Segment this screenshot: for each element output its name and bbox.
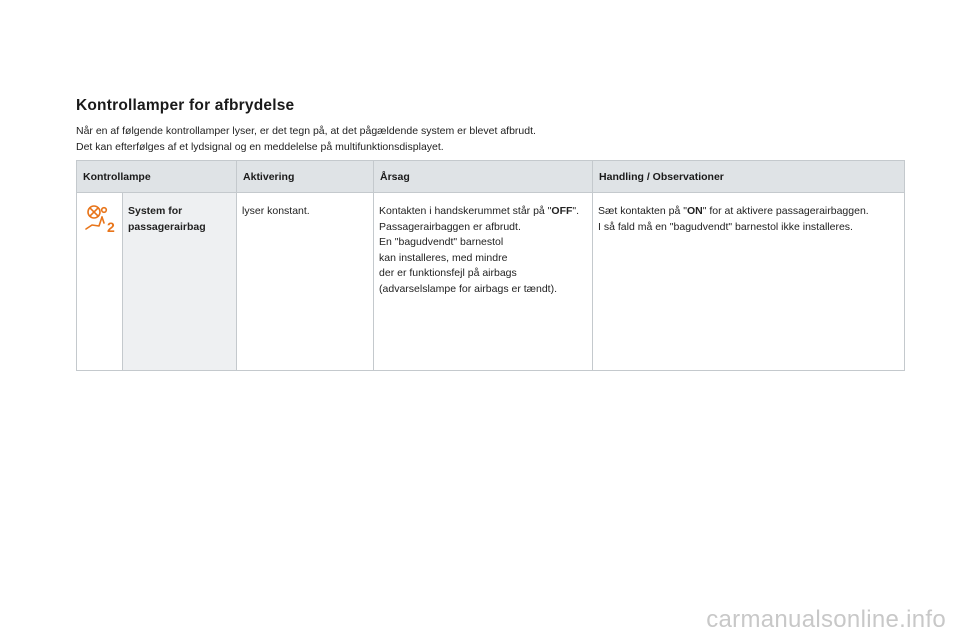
intro-line-1: Når en af følgende kontrollamper lyser, er det tegn på, at det pågældende system er blevet afbrudt. <box>76 125 536 137</box>
header-aktivering: Aktivering <box>237 161 374 193</box>
table-header-row <box>77 161 905 193</box>
page-title: Kontrollamper for afbrydelse <box>76 97 295 114</box>
warning-lamps-table <box>76 160 905 371</box>
watermark: carmanualsonline.info <box>706 606 946 633</box>
header-arsag: Årsag <box>374 161 593 193</box>
action-cell <box>593 193 905 371</box>
header-handling: Handling / Observationer <box>593 161 905 193</box>
cause-line-4: der er funktionsfejl på airbags <box>379 267 517 279</box>
icon-number: 2 <box>107 219 115 234</box>
action-line-2: I så fald må en "bagudvendt" barnestol ikke installeres. <box>598 220 853 233</box>
table-row <box>77 193 905 371</box>
activation-cell: lyser konstant. <box>237 193 374 371</box>
intro-text <box>76 124 536 155</box>
action-pre: Sæt kontakten på " <box>598 205 687 217</box>
cause-post: ". <box>572 205 580 217</box>
header-kontrollampe: Kontrollampe <box>77 161 237 193</box>
intro-line-2: Det kan efterfølges af et lydsignal og en meddelelse på multifunktionsdisplayet. <box>76 140 444 153</box>
cause-pre: Kontakten i handskerummet står på " <box>379 205 552 217</box>
cause-off-value: OFF <box>551 205 573 217</box>
action-post: " for at aktivere passagerairbaggen. <box>702 205 869 217</box>
cause-line-5: (advarselslampe for airbags er tændt). <box>379 282 558 295</box>
system-name-cell: System for passagerairbag <box>123 193 237 371</box>
action-on-value: ON <box>686 205 703 217</box>
passenger-airbag-off-icon <box>82 204 118 240</box>
cause-line-3: kan installeres, med mindre <box>379 251 508 264</box>
lamp-icon-cell <box>77 193 123 371</box>
cause-line-2: En "bagudvendt" barnestol <box>379 236 504 248</box>
cause-line-1: Passagerairbaggen er afbrudt. <box>379 220 521 233</box>
cause-cell <box>374 193 593 371</box>
